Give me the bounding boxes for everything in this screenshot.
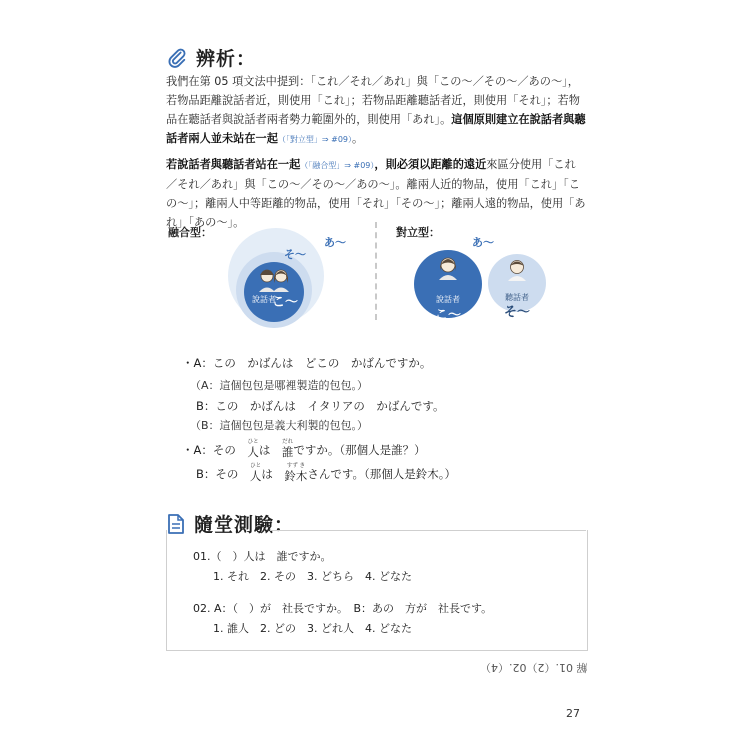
example-1-b: B：この かばんは イタリアの かばんです。 [196,399,445,413]
ex2b-post: さんです。（那個人是鈴木。） [307,467,456,481]
upside-down-answer: 解 01.（2）02.（4） [480,661,588,674]
quiz-question-1: 01.（ ）人は 誰ですか。 [193,550,332,563]
ruby-suzuki-kanji: 鈴木 [284,468,308,483]
fusion-far-word: あ〜 [324,236,346,249]
quiz-question-2-options: 1. 誰人 2. どの 3. どれ人 4. どなた [213,622,412,635]
fusion-type-label: 融合型： [168,226,212,239]
listener-word: そ〜 [503,305,530,320]
analysis-header [166,44,256,71]
opposition-type-label: 對立型： [396,226,440,239]
ex2a-post: ですか。（那個人是誰？） [293,443,426,457]
paperclip-icon [166,47,188,69]
ruby-hito-reading: ひと [247,439,259,445]
p2-ref: （「融合型」⇒ #09） [300,161,375,170]
diagram-divider [375,222,377,320]
fusion-near-word: こ〜 [271,295,298,310]
p2-bold-a: 若說話者與聽話者站在一起 [166,158,301,171]
fusion-speaker-label: 說話者 [252,295,276,304]
quiz-question-1-options: 1. それ 2. その 3. どちら 4. どなた [213,570,412,583]
distance-diagram [166,222,586,337]
ruby-suzuki [284,464,307,482]
analysis-paragraph-2 [166,155,586,232]
page-number: 27 [566,707,580,720]
example-1-a: ・A：この かばんは どこの かばんですか。 [182,356,432,370]
quiz-question-2: 02. A：（ ）が 社長ですか。 B：あの 方が 社長です。 [193,602,493,615]
analysis-title: 辨析： [196,48,257,70]
example-2-a [182,440,426,458]
example-1-b-translation: （B：這個包包是義大利製的包包。） [190,419,369,432]
ruby-dare-reading: だれ [282,439,294,445]
p1-bold: 這個原則建立在說話者與聽話者兩人並未站在一起 [166,113,586,145]
p1-ref: （「對立型」⇒ #09） [277,135,353,144]
example-2-b [196,464,456,482]
p2-bold-b: ，則必須以距離的遠近 [374,158,487,171]
p1-end: 。 [352,132,364,145]
speaker-label: 說話者 [436,295,460,304]
ruby-suzuki-reading: すず き [286,463,306,469]
ex2a-mid: は [258,443,282,457]
ruby-dare [282,440,294,458]
quiz-box [166,530,588,651]
fusion-middle-word: そ〜 [284,248,306,261]
ex2a-pre: ・A：その [182,443,248,457]
p2-text: 來區分使用「これ／それ／あれ」與「この〜／その〜／あの〜」。離兩人近的物品，使用「これ」「この〜」；離兩人中等距離的物品，使用「それ」「その〜」；離兩人遠的物品，使用「あれ」「あの〜」。 [166,158,586,229]
ruby-hito-2-kanji: 人 [249,468,262,483]
p1-text: 我們在第 05 項文法中提到：「これ／それ／あれ」與「この〜／その〜／あの〜」，若物品距離說話者近，則使用「これ」；若物品距離聽話者近，則使用「それ」；若物品在聽話者與說話者兩者勢力範圍外的，則使用「あれ」。 [166,75,580,126]
listener-label: 聽話者 [505,293,529,302]
speaker-person-icon [433,254,463,284]
ruby-hito-2 [250,464,262,482]
listener-person-icon [503,257,531,285]
analysis-paragraph-1 [166,72,586,149]
ex2b-mid: は [261,467,285,481]
quiz-title: 隨堂測驗： [194,514,295,536]
ruby-hito-kanji: 人 [247,444,259,459]
ruby-dare-kanji: 誰 [281,444,294,459]
speaker-word: こ〜 [434,308,461,323]
opposition-far-word: あ〜 [472,236,494,249]
ex2b-pre: B：その [196,467,250,481]
ruby-hito-2-reading: ひと [250,463,262,469]
example-1-a-translation: （A：這個包包是哪裡製造的包包。） [190,379,369,392]
ruby-hito [247,440,259,458]
